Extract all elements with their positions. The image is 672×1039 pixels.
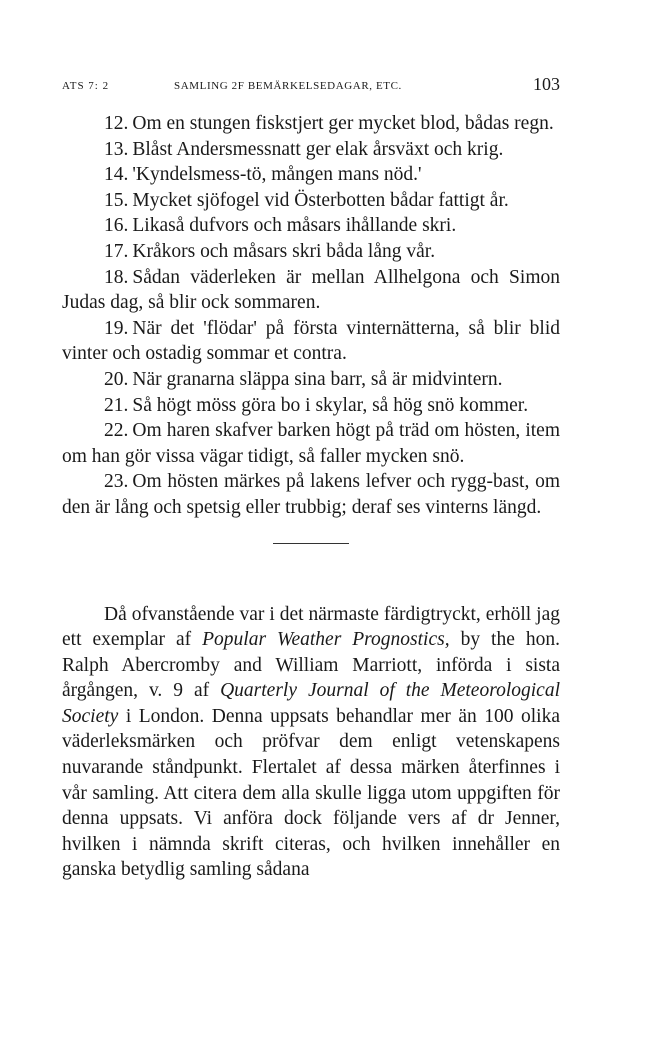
entry-text: Mycket sjöfogel vid Österbotten bådar fattigt år. <box>132 189 509 211</box>
entry-text: Kråkors och måsars skri båda lång vår. <box>132 240 436 262</box>
entry-number: 19. <box>104 317 129 339</box>
cited-title-popular-weather-prognostics: Popular Weather Prognostics, <box>202 629 450 651</box>
entry-text: 'Kyndelsmess-tö, mången mans nöd.' <box>132 164 422 186</box>
entry-text: Om hösten märkes på lakens lefver och rygg-bast, om den är lång och spetsig eller trubbig; deraf ses vinterns längd. <box>62 471 560 518</box>
entry-text: Sådan väderleken är mellan Allhelgona och Simon Judas dag, så blir ock sommaren. <box>62 266 560 314</box>
running-header <box>62 74 560 98</box>
paragraph-part-1: Då ofvanstående var i det närmaste färdigtryckt, erhöll jag ett exemplar af <box>62 603 560 651</box>
list-item <box>62 469 560 520</box>
list-item <box>62 111 560 137</box>
entry-number: 12. <box>104 113 129 134</box>
page-number: 103 <box>533 74 560 94</box>
list-item <box>62 393 560 419</box>
list-item <box>62 367 560 393</box>
header-title: SAMLING 2F BEMÄRKELSEDAGAR, ETC. <box>174 80 402 92</box>
entry-text: När det 'flödar' på första vinternätterna, så blir blid vinter och ostadig sommar et contra. <box>62 317 560 365</box>
list-item <box>62 213 560 239</box>
paragraph-part-3: i London. Denna uppsats behandlar mer än 100 olika väderleksmärken och pröfvar dem enligt vetenskapens nuvarande ståndpunkt. Flertalet af dessa märken återfinnes i vår samling. Att citera dem alla skulle ligga utom uppgiften för denna uppsats. Vi anföra dock följande vers af dr Jenner, hvilken i nämnda skrift citeras, och hvilken innehåller en ganska betydlig samling sådana <box>62 705 560 881</box>
list-item <box>62 188 560 214</box>
entry-number: 22. <box>104 420 129 442</box>
entry-number: 13. <box>104 138 129 160</box>
header-signature: ATS 7: 2 <box>62 80 110 92</box>
entry-number: 21. <box>104 394 129 416</box>
section-divider <box>273 543 349 544</box>
list-item <box>62 418 560 469</box>
entry-number: 14. <box>104 164 129 186</box>
entry-text: Likaså dufvors och måsars ihållande skri. <box>132 215 457 237</box>
closing-paragraph <box>62 602 560 884</box>
list-item <box>62 316 560 367</box>
paragraph-part-2: by the hon. Ralph Abercromby and William Marriott, införda i sista årgången, v. 9 af <box>62 629 560 702</box>
entry-number: 23. <box>104 471 129 493</box>
page-body <box>62 111 560 883</box>
entry-text: Blåst Andersmessnatt ger elak årsväxt och krig. <box>132 138 504 160</box>
numbered-entries <box>62 111 560 521</box>
entry-number: 15. <box>104 189 129 211</box>
entry-number: 17. <box>104 240 129 262</box>
list-item <box>62 239 560 265</box>
entry-number: 18. <box>104 266 129 288</box>
entry-text: Så högt möss göra bo i skylar, så hög snö kommer. <box>132 394 529 416</box>
list-item <box>62 162 560 188</box>
entry-text: Om haren skafver barken högt på träd om hösten, item om han gör vissa vägar tidigt, så faller mycken snö. <box>62 420 560 467</box>
cited-title-quarterly-journal: Quarterly Journal of the Meteorological Society <box>62 680 560 727</box>
paragraph-text <box>62 602 560 884</box>
list-item <box>62 137 560 163</box>
entry-number: 16. <box>104 215 129 237</box>
list-item <box>62 265 560 316</box>
entry-text: När granarna släppa sina barr, så är midvintern. <box>132 368 503 390</box>
entry-text: Om en stungen fiskstjert ger mycket blod, bådas regn. <box>132 113 554 134</box>
entry-number: 20. <box>104 368 129 390</box>
